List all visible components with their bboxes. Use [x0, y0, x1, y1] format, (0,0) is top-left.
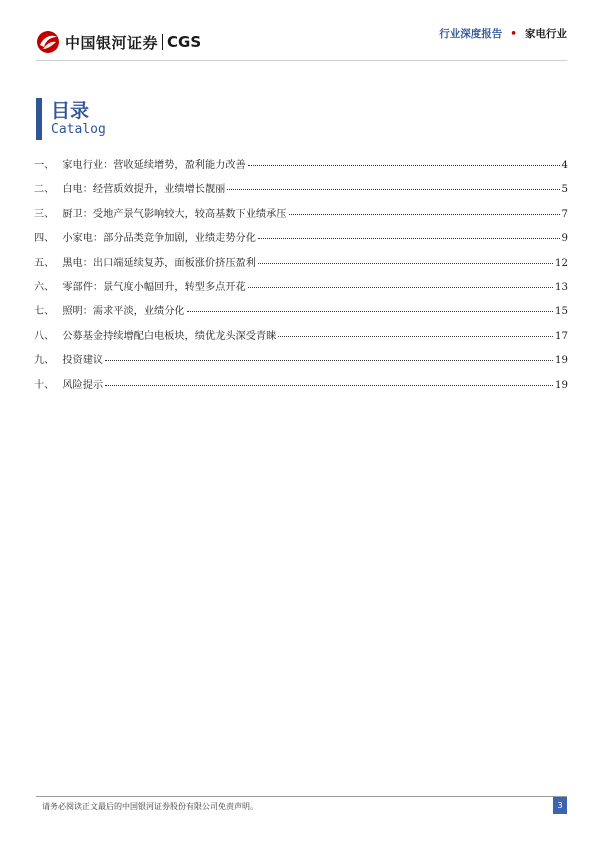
toc-entry-page[interactable]: 19 — [555, 379, 568, 391]
toc-entry-page[interactable]: 19 — [555, 355, 568, 367]
toc-entry-page[interactable]: 4 — [561, 160, 568, 171]
title-accent-bar — [36, 98, 42, 140]
toc-entry-number: 七、 — [34, 306, 55, 318]
toc-leader-dots — [248, 287, 553, 288]
header-divider — [36, 60, 567, 61]
toc-entry-label[interactable]: 白电：经营质效提升，业绩增长靓丽 — [62, 184, 226, 196]
toc-entry[interactable] — [34, 254, 568, 278]
toc-leader-dots — [258, 263, 553, 264]
brand-name-en: CGS — [167, 33, 202, 51]
toc-entry[interactable] — [34, 376, 568, 400]
toc-entry[interactable] — [34, 180, 568, 204]
footer-divider — [36, 796, 567, 797]
toc-entry[interactable] — [34, 302, 568, 326]
toc-entry-page[interactable]: 5 — [561, 184, 568, 196]
toc-entry-number: 二、 — [34, 184, 55, 196]
toc-leader-dots — [105, 385, 553, 386]
toc-leader-dots — [105, 360, 553, 361]
toc-entry[interactable] — [34, 327, 568, 351]
meta-separator: • — [510, 27, 517, 40]
toc-entry-page[interactable]: 15 — [555, 306, 568, 318]
toc-entry-number: 十、 — [34, 379, 55, 391]
brand-name-cn: 中国银河证券 — [65, 33, 159, 52]
toc-entry-number: 五、 — [34, 257, 55, 269]
toc-entry-number: 六、 — [34, 281, 55, 293]
toc-entry-number: 九、 — [34, 355, 55, 367]
brand-logo — [36, 30, 201, 54]
toc-entry-label[interactable]: 小家电：部分品类竞争加剧，业绩走势分化 — [62, 233, 256, 245]
toc-leader-dots — [278, 336, 553, 337]
report-type: 行业深度报告 — [439, 28, 503, 40]
toc-entry-label[interactable]: 家电行业：营收延续增势，盈利能力改善 — [62, 160, 246, 171]
toc-entry-number: 三、 — [34, 208, 55, 220]
toc-entry[interactable] — [34, 351, 568, 375]
table-of-contents — [34, 156, 568, 400]
page-number: 3 — [553, 797, 567, 814]
toc-entry-label[interactable]: 厨卫：受地产景气影响较大，较高基数下业绩承压 — [62, 208, 287, 220]
galaxy-logo-icon — [36, 30, 60, 54]
industry-name: 家电行业 — [525, 28, 567, 40]
toc-entry-number: 八、 — [34, 330, 55, 342]
toc-entry-label[interactable]: 黑电：出口端延续复苏，面板涨价挤压盈利 — [62, 257, 256, 269]
toc-leader-dots — [258, 238, 560, 239]
toc-entry[interactable] — [34, 156, 568, 180]
report-meta — [439, 26, 567, 41]
toc-entry-page[interactable]: 17 — [555, 330, 568, 342]
toc-entry-number: 一、 — [34, 160, 55, 171]
toc-entry-page[interactable]: 9 — [561, 233, 568, 245]
toc-entry-label[interactable]: 风险提示 — [62, 379, 104, 391]
toc-subtitle: Catalog — [51, 122, 106, 137]
toc-leader-dots — [227, 189, 559, 190]
toc-entry-label[interactable]: 照明：需求平淡，业绩分化 — [62, 306, 185, 318]
toc-entry-label[interactable]: 公募基金持续增配白电板块，绩优龙头深受青睐 — [62, 330, 277, 342]
toc-entry[interactable] — [34, 278, 568, 302]
toc-entry-label[interactable]: 零部件：景气度小幅回升，转型多点开花 — [62, 281, 246, 293]
toc-entry-page[interactable]: 7 — [561, 208, 568, 220]
toc-entry-page[interactable]: 13 — [555, 281, 568, 293]
brand-divider — [162, 34, 163, 50]
page-header — [0, 0, 595, 62]
toc-entry[interactable] — [34, 229, 568, 253]
toc-title: 目录 — [51, 100, 90, 122]
toc-entry-label[interactable]: 投资建议 — [62, 355, 104, 367]
toc-entry-number: 四、 — [34, 233, 55, 245]
toc-entry-page[interactable]: 12 — [555, 257, 568, 269]
toc-leader-dots — [248, 165, 560, 166]
toc-entry[interactable] — [34, 205, 568, 229]
footer-disclaimer: 请务必阅读正文最后的中国银河证券股份有限公司免责声明。 — [42, 802, 258, 811]
toc-leader-dots — [289, 214, 560, 215]
toc-leader-dots — [187, 311, 553, 312]
